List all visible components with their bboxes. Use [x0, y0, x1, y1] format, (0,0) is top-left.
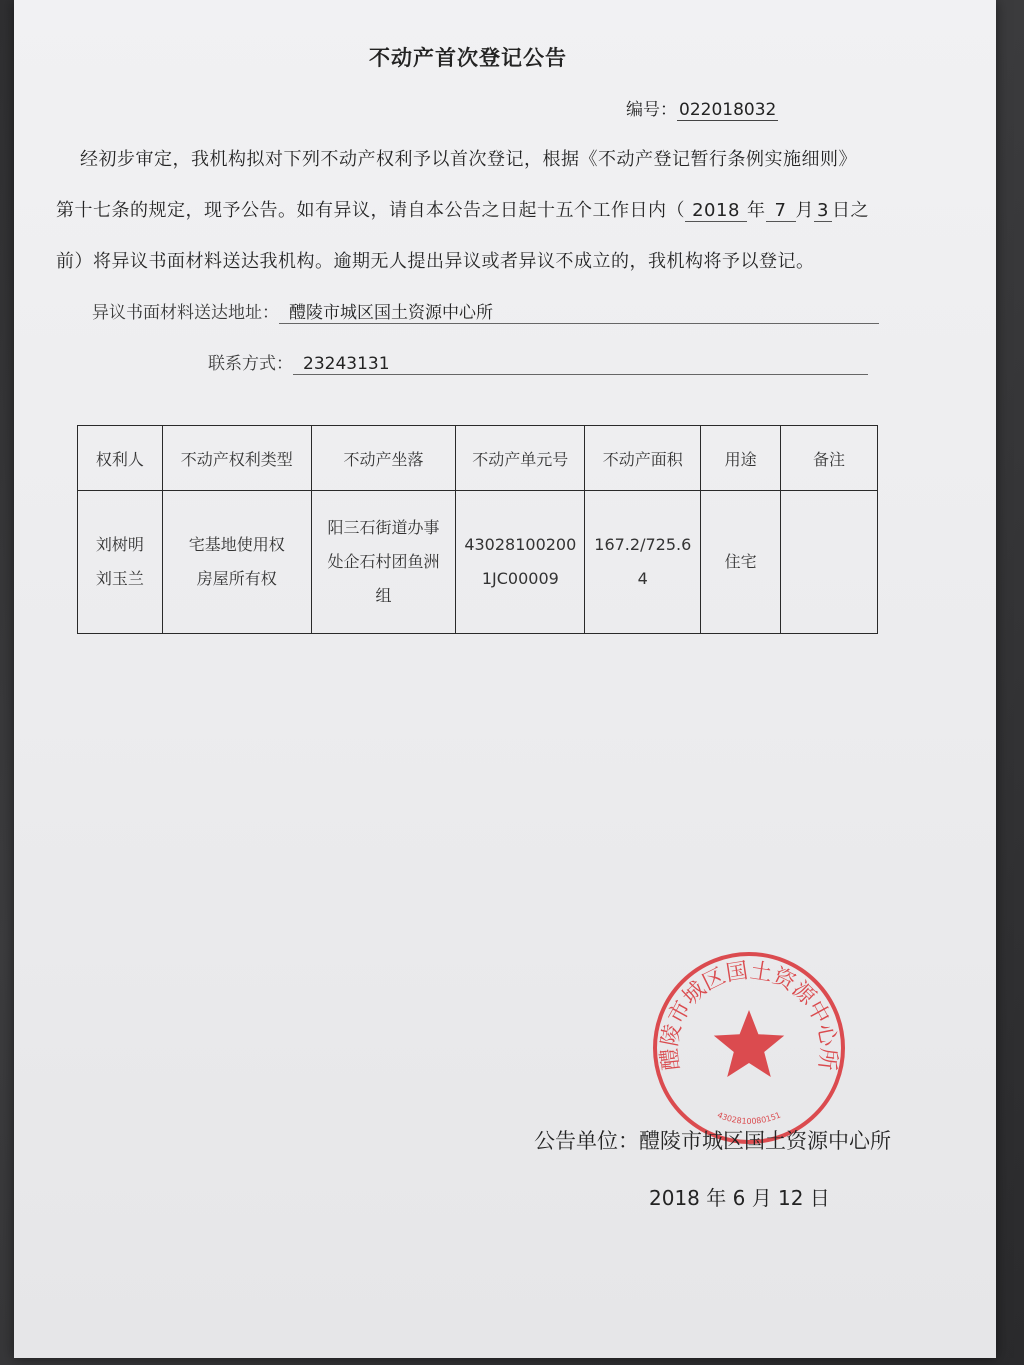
location-line-1: 阳三石街道办事 — [327, 518, 440, 537]
registration-table — [77, 425, 878, 634]
table-row — [78, 491, 878, 634]
issuer-value: 醴陵市城区国土资源中心所 — [639, 1129, 891, 1153]
paragraph-line-2-end: 日之 — [832, 200, 869, 221]
deadline-year: 2018 — [685, 200, 747, 222]
contact-row — [208, 349, 868, 375]
header-right-type: 不动产权利类型 — [162, 426, 311, 491]
header-owner: 权利人 — [78, 426, 163, 491]
unit-no-line-2: 1JC00009 — [481, 569, 559, 588]
cell-location — [311, 491, 456, 634]
header-usage: 用途 — [701, 426, 781, 491]
deadline-year-unit: 年 — [747, 200, 766, 221]
cell-usage: 住宅 — [701, 491, 781, 634]
issuer-row — [534, 1125, 891, 1155]
right-type-2: 房屋所有权 — [196, 569, 277, 588]
paragraph-line-2-text: 第十七条的规定，现予公告。如有异议，请自本公告之日起十五个工作日内（ — [56, 200, 685, 221]
address-label: 异议书面材料送达地址： — [92, 303, 279, 323]
header-area: 不动产面积 — [585, 426, 701, 491]
serial-number — [626, 95, 778, 121]
cell-owners — [78, 491, 163, 634]
deadline-day: 3 — [814, 200, 832, 222]
cell-remark — [781, 491, 878, 634]
cell-right-types — [162, 491, 311, 634]
owner-1: 刘树明 — [95, 535, 144, 554]
deadline-month-unit: 月 — [795, 200, 814, 221]
owner-2: 刘玉兰 — [95, 569, 144, 588]
paragraph-line-2 — [56, 196, 869, 222]
right-type-1: 宅基地使用权 — [188, 535, 285, 554]
contact-value: 23243131 — [293, 354, 868, 375]
cell-unit-no — [456, 491, 585, 634]
table-header-row — [78, 426, 878, 491]
header-location: 不动产坐落 — [311, 426, 456, 491]
issue-date: 2018 年 6 月 12 日 — [649, 1186, 830, 1210]
area-line-2: 4 — [637, 569, 648, 588]
paragraph-line-3: 前）将异议书面材料送达我机构。逾期无人提出异议或者异议不成立的，我机构将予以登记。 — [56, 251, 815, 272]
serial-label: 编号： — [626, 100, 677, 120]
seal-text: 醴陵市城区国土资源中心所 — [657, 958, 841, 1072]
cell-area — [585, 491, 701, 634]
location-line-2: 处企石村团鱼洲 — [327, 552, 440, 571]
serial-value: 022018032 — [679, 100, 777, 120]
address-value: 醴陵市城区国土资源中心所 — [279, 298, 879, 324]
unit-no-line-1: 43028100200 — [464, 535, 577, 554]
notice-paper — [14, 0, 996, 1358]
paragraph-line-1: 经初步审定，我机构拟对下列不动产权利予以首次登记，根据《不动产登记暂行条例实施细则》 — [80, 149, 857, 170]
header-remark: 备注 — [781, 426, 878, 491]
seal-star-icon — [714, 1010, 784, 1077]
contact-label: 联系方式： — [208, 354, 293, 374]
header-unit-no: 不动产单元号 — [456, 426, 585, 491]
address-row — [92, 298, 879, 324]
deadline-month: 7 — [766, 200, 796, 222]
issuer-label: 公告单位： — [534, 1129, 639, 1153]
official-seal — [649, 948, 849, 1148]
seal-code: 4302810080151 — [715, 1110, 783, 1126]
location-line-3: 组 — [375, 586, 392, 605]
page-title: 不动产首次登记公告 — [369, 46, 567, 70]
area-line-1: 167.2/725.6 — [594, 535, 692, 554]
